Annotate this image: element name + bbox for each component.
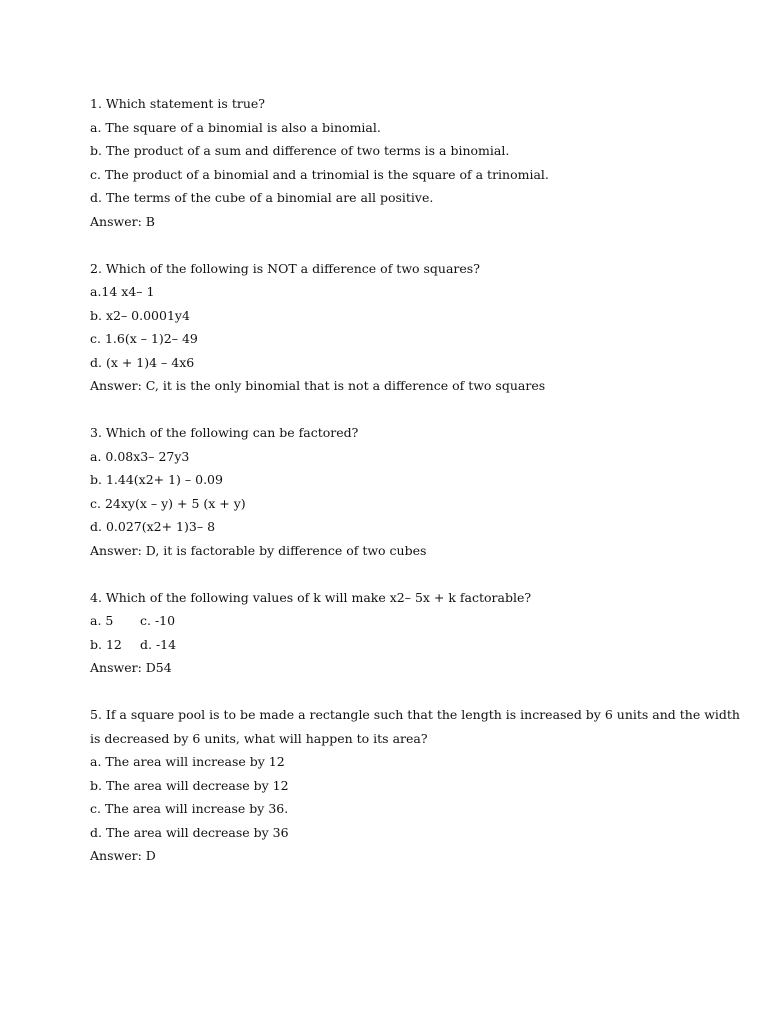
answer-option: d. (x + 1)4 – 4x6 <box>90 354 195 370</box>
answer-option: d. 0.027(x2+ 1)3– 8 <box>90 519 216 534</box>
answer-key: Answer: B <box>90 213 155 229</box>
answer-option: a. 0.08x3– 27y3 <box>90 448 190 464</box>
question-prompt: 2. Which of the following is NOT a difference of two squares? <box>90 260 480 276</box>
answer-option: a. The square of a binomial is also a binomial. <box>90 119 381 135</box>
answer-option: d. The area will decrease by 36 <box>90 824 289 840</box>
question-prompt: 5. If a square pool is to be made a rectangle such that the length is increased by 6 units and the width is decreased by 6 units, what will happen to its area? <box>90 707 740 746</box>
answer-option: c. -10 <box>140 613 176 628</box>
quiz-content <box>90 92 740 891</box>
question-4 <box>90 586 740 680</box>
answer-option: d. The terms of the cube of a binomial are all positive. <box>90 190 434 205</box>
question-1 <box>90 92 740 233</box>
question-prompt: 4. Which of the following values of k will make x2– 5x + k factorable? <box>90 589 532 605</box>
answer-option: d. -14 <box>140 636 177 652</box>
option-row <box>90 633 740 657</box>
answer-option: c. The area will increase by 36. <box>90 801 289 816</box>
answer-option: c. 24xy(x – y) + 5 (x + y) <box>90 495 246 511</box>
answer-key: Answer: D, it is factorable by difference of two cubes <box>90 542 427 558</box>
answer-key: Answer: C, it is the only binomial that is not a difference of two squares <box>90 378 546 393</box>
answer-option: b. The product of a sum and difference of two terms is a binomial. <box>90 143 510 158</box>
answer-option: c. 1.6(x – 1)2– 49 <box>90 331 198 346</box>
answer-key: Answer: D54 <box>90 660 172 675</box>
question-2 <box>90 257 740 398</box>
answer-option: a.14 x4– 1 <box>90 284 155 299</box>
answer-option: b. x2– 0.0001y4 <box>90 307 190 323</box>
answer-option: b. 1.44(x2+ 1) – 0.09 <box>90 472 223 487</box>
answer-option: a. 5 <box>90 613 114 628</box>
answer-option: b. The area will decrease by 12 <box>90 777 289 793</box>
question-5 <box>90 703 740 868</box>
answer-option: a. The area will increase by 12 <box>90 754 285 769</box>
question-3 <box>90 421 740 562</box>
answer-key: Answer: D <box>90 848 156 863</box>
option-row <box>90 609 740 633</box>
answer-option: b. 12 <box>90 636 122 652</box>
answer-option: c. The product of a binomial and a trinomial is the square of a trinomial. <box>90 166 549 182</box>
question-prompt: 1. Which statement is true? <box>90 96 265 111</box>
question-prompt: 3. Which of the following can be factored? <box>90 425 359 440</box>
